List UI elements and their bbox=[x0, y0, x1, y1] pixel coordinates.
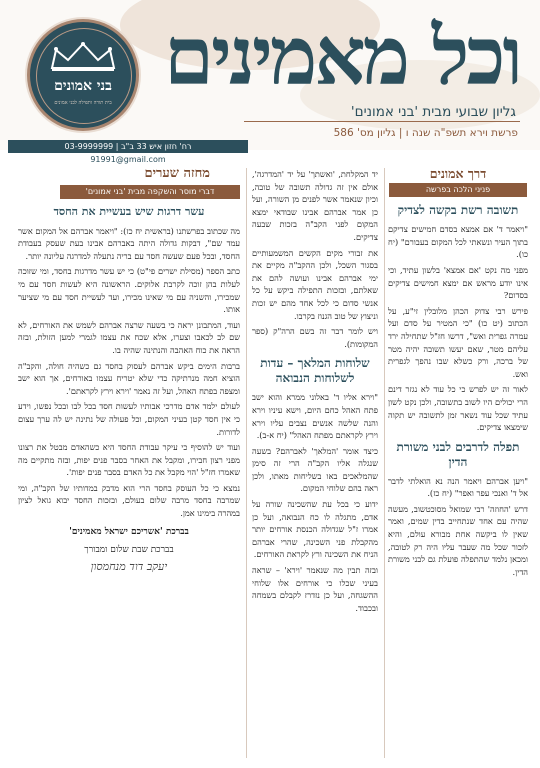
section-title: מחזה שערים bbox=[144, 166, 210, 181]
closing-line: בברכת שבת שלום ומבורך bbox=[84, 545, 174, 556]
masthead-area bbox=[0, 0, 540, 164]
logo-caption: בית תורה ותפילה לבני אמונים bbox=[54, 100, 112, 106]
paragraph: יד המקלחת, 'ואשתך' על יד 'המדרגה', אולם אין זה גדולה תשובה של טובה, וכיון שנאמר אשר לפנים מן השורה, ועל כן אמר אברהם אבינו שבודאי ימצא המקום לפני הקב"ה בזכות שבעה צדיקים. bbox=[252, 169, 378, 242]
section-subtitle: פניני הלכה בפרשה bbox=[389, 183, 527, 198]
divider bbox=[244, 121, 520, 122]
paragraph: ובזה תבין מה שנאמר 'וירא' – שראה בעיני שכלו כי אורחים אלו שלוחי ההשגחה, ועל כן נזדרז לקבלם בשמחה ובכבוד. bbox=[252, 565, 378, 613]
logo bbox=[30, 22, 136, 128]
paragraph: מפני מה נקט 'אם אמצא' בלשון עתיד, וכי אינו יודע מראש אם ימצא חמישים צדיקים בסדום? bbox=[388, 264, 528, 301]
paragraph: לעולם ילמד אדם מדרכי אבותיו לעשות חסד בכל לבו ובכל נפשו, וידע כי אין חסד קטן בעיני המקום, וכל פעולה של נתינה יש לה ערך עצום לדורות. bbox=[18, 401, 240, 437]
paragraph: דרש 'החוזה' רבי שמואל מסוכטשוב, מעשה שהיה עם אחד שנתחייב בדין שמים, ואמר שאין לו ביקשה אחת מבורא עולם, והיא לזכור שכל מה שעבר עליו היה רק לטובה, ומכאן נלמד שהתפלה פועלת גם לבני משורת הדין. bbox=[388, 503, 528, 577]
paragraph: כיצד אומר 'המלאך' לאברהם? בשעה שנגלה אליו הקב"ה הרי זה סימן שהמלאכים באו בשליחות מאתו, ולכן ראה בהם שלוחי המקום. bbox=[252, 445, 378, 494]
column-middle bbox=[252, 168, 378, 617]
article-title: שלוחות המלאך – עדות לשלוחות הנבואה bbox=[260, 356, 370, 386]
contact-address: רח' חזון איש 33 ב"ב | 03-9999999 bbox=[8, 140, 248, 153]
signoff: בברכת 'אשריכם ישראל מאמינים' bbox=[69, 526, 189, 537]
paragraph: ויש לומר דבר זה בשם הרה"ק (ספר המקומות). bbox=[252, 326, 378, 349]
contact-box bbox=[8, 140, 248, 166]
paragraph: פירש רבי צדוק הכהן מלובלין זי"ע, על הכתוב (יט כו) "כי המטיר על סדם ועל עמרה גפרית ואש", דרשו חז"ל שתחילה ירד עליהם מטר, שאם יעשו תשובה יהיה מטר של ברכה, ורק כשלא שבו נהפך לגפרית ואש. bbox=[388, 305, 528, 379]
signature: יעקב דוד מנחמסון bbox=[90, 559, 168, 573]
paragraph: "ויען אברהם ויאמר הנה נא הואלתי לדבר אל ד' ואנכי עפר ואפר" (יח כז). bbox=[388, 475, 528, 499]
paragraph: נמצא כי כל העוסק בחסד הרי הוא מדבק במדותיו של הקב"ה, ומי שמרבה בחסד מרבה שלום בעולם, ובזכות החסד יבוא גואל לציון במהרה בימינו אמן. bbox=[18, 482, 240, 519]
paragraph: ועוד יש להוסיף כי עיקר עבודת החסד היא כשהאדם מבטל את רצונו מפני רצון חבירו, ומקבל את האחר בסבר פנים יפות, ובזה מתקיים מה שאמרו חז"ל 'הוי מקבל את כל האדם בסבר פנים יפות'. bbox=[18, 442, 240, 478]
masthead-subtitle: גליון שבועי מבית 'בני אמונים' bbox=[350, 104, 516, 120]
contact-email: 91991@gmail.com bbox=[90, 155, 166, 164]
article-title: תשובה רשת בקשה לצדיק bbox=[397, 203, 519, 218]
masthead-title: וכל מאמינים bbox=[164, 9, 520, 103]
section-subtitle: דברי מוסר והשקפה מבית 'בני אמונים' bbox=[60, 185, 240, 199]
column-divider bbox=[384, 168, 385, 758]
article-title: תפלה לדרבים לבני משורת הדין bbox=[396, 439, 520, 469]
paragraph: ברבות הימים ביקש אברהם לעסוק בחסד גם כשהיה חולה, והקב"ה הוציא חמה מנרתיקה כדי שלא יטריח עצמו באורחים, אך הוא ישב ומצפה בפתח האהל, ועל זה נאמר 'וירא וירץ לקראתם'. bbox=[18, 360, 240, 396]
column-machaze-shearim bbox=[18, 168, 240, 573]
paragraph: ועוד, המתבונן יראה כי בשעה שרצה אברהם לשמש את האורחים, לא שם לב לכאבו וצערו, אלא שכח את עצמו לגמרי למען הזולת, ובזה הראה את כוח האהבה והנתינה שהיה בו. bbox=[18, 319, 240, 355]
issue-line: פרשת וירא תשפ"ה שנה ו | גליון מס' 586 bbox=[333, 127, 518, 139]
section-title: דרך אמונים bbox=[429, 166, 487, 181]
section-header bbox=[18, 168, 240, 202]
column-divider bbox=[246, 168, 247, 758]
paragraph: ידוע כי בכל עת שהשכינה שורה על אדם, מתגלה לו כח הנבואה, ועל כן אמרו ז"ל שגדולה הכנסת אורחים יותר מהקבלת פני השכינה, שהרי אברהם הניח את השכינה ורץ לקראת האורחים. bbox=[252, 499, 378, 560]
logo-name: בני אמונים bbox=[54, 78, 112, 94]
paragraph: מה שכתוב בפרשתנו (בראשית יח כז): "ויאמר אברהם אל המקום אשר עמד שם", דבקות גדולה היתה באברהם אבינו בעת שעסק בעבודת החסד, ובכל פעם שעשה חסד עם בריה נתעלה למדרגה עליונה יותר. bbox=[18, 225, 240, 261]
paragraph: "וירא אליו ד' באלוני ממרא והוא ישב פתח האהל כחם היום, וישא עיניו וירא והנה שלשה אנשים נצבים עליו וירא וירץ לקראתם מפתח האהל" (יח א-ב). bbox=[252, 392, 378, 441]
crown-icon bbox=[48, 42, 118, 72]
paragraph: "ויאמר ד' אם אמצא בסדם חמישים צדיקם בתוך העיר ונשאתי לכל המקום בעבורם" (יח כו). bbox=[388, 224, 528, 260]
article-title: עשר דרגות שיש בעשיית את החסד bbox=[53, 205, 205, 218]
paragraph: כתב הספר (מסילת ישרים פי"ט) כי יש עשר מדרגות בחסד, ומי שזוכה לעלות בהן זוכה לקרבת אלוקים. הראשונה היא לעשות חסד עם מי שמכירו, והשניה עם מי שאינו מכירו, ועד לעשיית חסד עם מי שציער אותו. bbox=[18, 266, 240, 315]
paragraph: את זבורי מקים הקשים המשמעותיים בסגור השכל, ולכן ההקב"ה מקיים את ימי אברהם אבינו ועושה להם את שאלתם, ובזכות התפילה ביקש על כל אנשי סדום כי לכל אחד מהם יש זכות וניצוץ של טוב הגנוז בקרבו. bbox=[252, 247, 378, 321]
column-derech-emunim bbox=[388, 168, 528, 581]
paragraph: לאור זה יש לפרש כי כל עוד לא נגזר דינם הרי יכולים היו לשוב בתשובה, ולכן נקט לשון עתיד שכל עוד נשאר זמן לתשובה יש תקוה שימצאו צדיקים. bbox=[388, 384, 528, 433]
